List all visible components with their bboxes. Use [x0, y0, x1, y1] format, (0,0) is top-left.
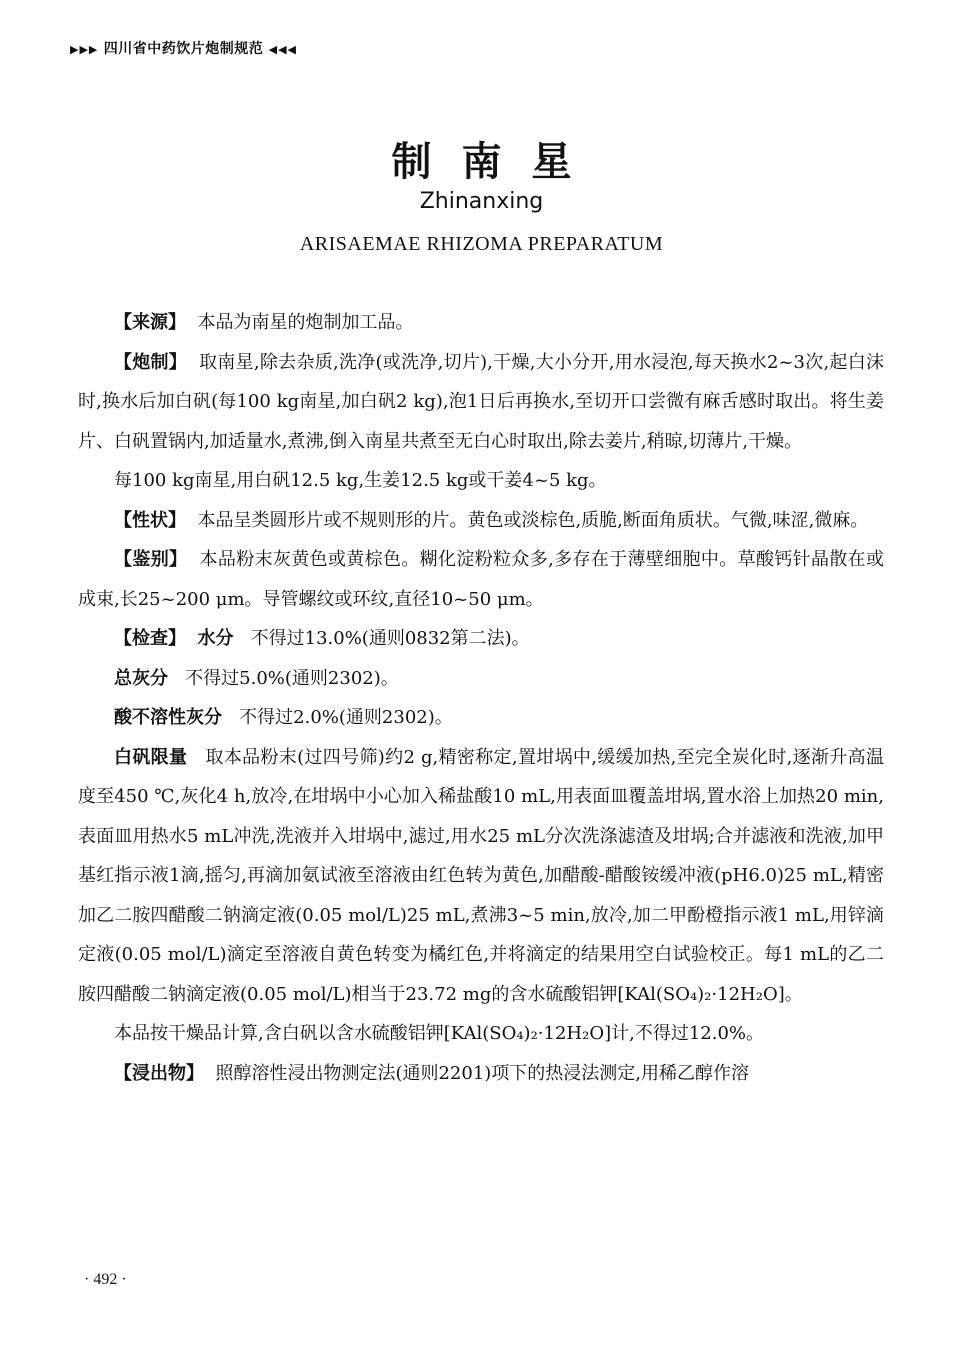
monograph-body	[78, 303, 884, 1093]
ash-label: 总灰分	[114, 667, 168, 689]
alum-limit-paragraph	[78, 1014, 884, 1054]
alum-label: 白矾限量	[114, 746, 188, 768]
title-latin: ARISAEMAE RHIZOMA PREPARATUM	[299, 233, 664, 255]
properties-heading: 【性状】	[114, 509, 186, 531]
processing-dosage-paragraph	[78, 461, 884, 501]
properties-paragraph	[78, 501, 884, 541]
header-arrows-right: ◀◀◀	[268, 43, 298, 56]
processing-text: 取南星,除去杂质,洗净(或洗净,切片),干燥,大小分开,用水浸泡,每天换水2~3次,起白沫时,换水后加白矾(每100 kg南星,加白矾2 kg),泡1日后再换水,至切开口尝微有麻舌感时取出。将生姜片、白矾置锅内,加适量水,煮沸,倒入南星共煮至无白心时取出,除去姜片,稍晾,切薄片,干燥。	[78, 351, 885, 452]
extract-heading: 【浸出物】	[114, 1062, 204, 1084]
title-chinese: 制南星	[391, 138, 602, 185]
processing-dosage: 每100 kg南星,用白矾12.5 kg,生姜12.5 kg或干姜4~5 kg。	[114, 470, 607, 491]
moisture-text: 不得过13.0%(通则0832第二法)。	[250, 628, 530, 649]
ash-text: 不得过5.0%(通则2302)。	[185, 667, 399, 689]
moisture-paragraph	[78, 619, 884, 659]
alum-text: 取本品粉末(过四号筛)约2 g,精密称定,置坩埚中,缓缓加热,至完全炭化时,逐渐升高温度至450 ℃,灰化4 h,放冷,在坩埚中小心加入稀盐酸10 mL,用表面皿覆盖坩埚,置水浴上加热20 min,表面皿用热水5 mL冲洗,洗液并入坩埚中,滤过,用水25 mL分次洗涤滤渣及坩埚;合并滤液和洗液,加甲基红指示液1滴,摇匀,再滴加氨试液至溶液由红色转为黄色,加醋酸-醋酸铵缓冲液(pH6.0)25 mL,精密加乙二胺四醋酸二钠滴定液(0.05 mol/L)25 mL,煮沸3~5 min,放冷,加二甲酚橙指示液1 mL,用锌滴定液(0.05 mol/L)滴定至溶液自黄色转变为橘红色,并将滴定的结果用空白试验校正。每1 mL的乙二胺四醋酸二钠滴定液(0.05 mol/L)相当于23.72 mg的含水硫酸铝钾[KAl(SO₄)₂·12H₂O]。	[78, 746, 884, 1005]
acid-ash-label: 酸不溶性灰分	[114, 707, 222, 728]
source-paragraph	[78, 303, 884, 343]
inspection-heading: 【检查】	[114, 628, 186, 649]
running-header	[70, 38, 297, 58]
page-number: · 492 ·	[84, 1271, 127, 1288]
title-pinyin: Zhinanxing	[419, 189, 544, 214]
identification-paragraph	[78, 540, 884, 619]
header-arrows-left: ▶▶▶	[70, 43, 99, 56]
processing-paragraph	[78, 343, 884, 462]
source-heading: 【来源】	[114, 312, 186, 333]
ash-paragraph	[78, 659, 884, 699]
alum-paragraph	[78, 738, 884, 1015]
moisture-label: 水分	[197, 628, 234, 649]
acid-ash-paragraph	[78, 698, 884, 738]
identification-heading: 【鉴别】	[114, 549, 188, 570]
properties-text: 本品呈类圆形片或不规则形的片。黄色或淡棕色,质脆,断面角质状。气微,味涩,微麻。	[197, 509, 869, 531]
acid-ash-text: 不得过2.0%(通则2302)。	[239, 707, 453, 728]
extract-paragraph	[78, 1054, 884, 1094]
processing-heading: 【炮制】	[114, 351, 188, 373]
extract-text: 照醇溶性浸出物测定法(通则2201)项下的热浸法测定,用稀乙醇作溶	[215, 1062, 750, 1084]
source-text: 本品为南星的炮制加工品。	[197, 312, 414, 333]
identification-text: 本品粉末灰黄色或黄棕色。糊化淀粉粒众多,多存在于薄壁细胞中。草酸钙针晶散在或成束,长25~200 μm。导管螺纹或环纹,直径10~50 μm。	[78, 549, 885, 610]
alum-limit-text: 本品按干燥品计算,含白矾以含水硫酸铝钾[KAl(SO₄)₂·12H₂O]计,不得过12.0%。	[114, 1023, 765, 1044]
header-title: 四川省中药饮片炮制规范	[103, 41, 264, 57]
